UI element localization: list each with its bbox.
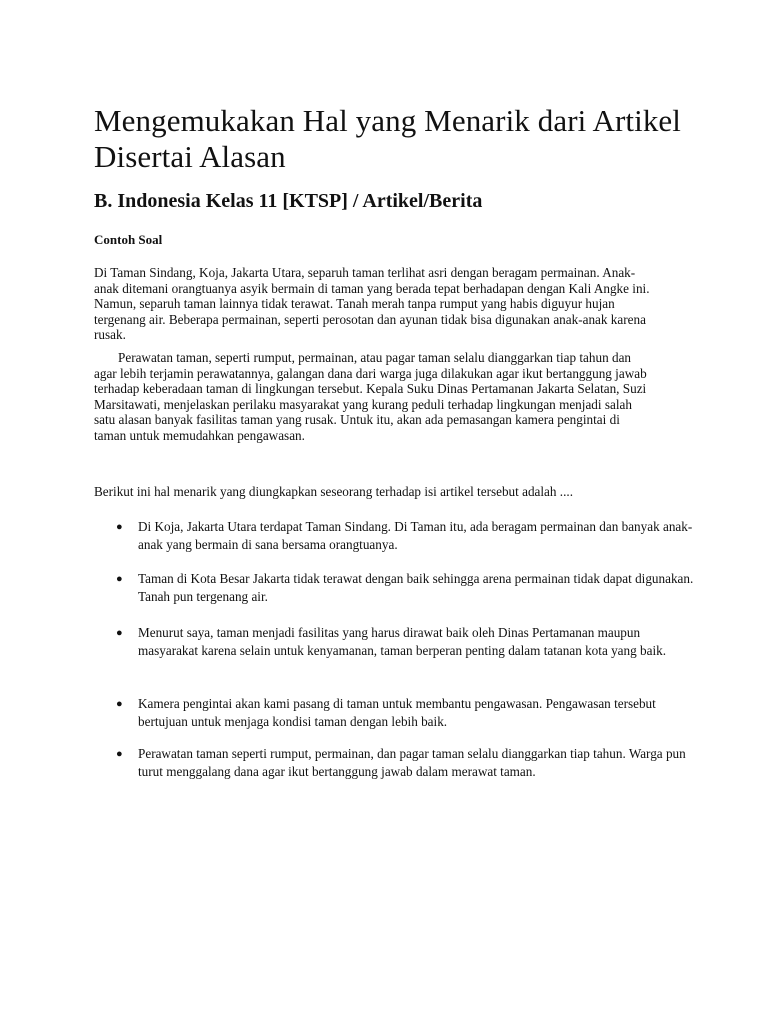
article-paragraph-1: Di Taman Sindang, Koja, Jakarta Utara, separuh taman terlihat asri dengan beragam permainan. Anak-anak ditemani orangtuanya asyik bermain di taman yang berada tepat berhadapan dengan Kali Angke ini. Namun, separuh taman lainnya tidak terawat. Tanah merah tanpa rumput yang habis diguyur hujan tergenang air. Beberapa permainan, seperti perosotan dan ayunan tidak bisa digunakan anak-anak karena rusak. (94, 265, 650, 343)
section-label: Contoh Soal (94, 232, 163, 247)
answer-option-text: Perawatan taman seperti rumput, permainan, dan pagar taman selalu dianggarkan tiap tahun. Warga pun turut menggalang dana agar ikut bertanggung jawab dalam merawat taman. (138, 746, 686, 779)
answer-option-text: Di Koja, Jakarta Utara terdapat Taman Sindang. Di Taman itu, ada beragam permainan dan banyak anak-anak yang bermain di sana bersama orangtuanya. (138, 519, 693, 552)
bullet-icon: ● (116, 627, 123, 639)
article-paragraph-2: Perawatan taman, seperti rumput, permainan, atau pagar taman selalu dianggarkan tiap tahun dan agar lebih terjamin perawatannya, galangan dana dari warga juga dilakukan agar ikut bertanggung jawab terhadap keberadaan taman di lingkungan tersebut. Kepala Suku Dinas Pertamanan Jakarta Selatan, Suzi Marsitawati, menjelaskan perilaku masyarakat yang kurang peduli terhadap lingkungan menjadi salah satu alasan banyak fasilitas taman yang rusak. Untuk itu, akan ada pemasangan kamera pengintai di taman untuk memudahkan pengawasan. (94, 350, 647, 443)
bullet-icon: ● (116, 748, 123, 760)
answer-option-text: Kamera pengintai akan kami pasang di taman untuk membantu pengawasan. Pengawasan tersebut bertujuan untuk menjaga kondisi taman dengan lebih baik. (138, 696, 656, 729)
answer-option-text: Menurut saya, taman menjadi fasilitas yang harus dirawat baik oleh Dinas Pertamanan maupun masyarakat karena selain untuk kenyamanan, taman berperan penting dalam tatanan kota yang baik. (138, 625, 667, 658)
bullet-icon: ● (116, 521, 123, 533)
answer-option (94, 570, 694, 606)
answer-option (94, 745, 694, 781)
bullet-icon: ● (116, 573, 123, 585)
answer-option (94, 518, 694, 554)
answer-option (94, 695, 694, 731)
answer-option (94, 624, 694, 660)
bullet-icon: ● (116, 698, 123, 710)
page-title: Mengemukakan Hal yang Menarik dari Artikel Disertai Alasan (94, 103, 681, 174)
answer-option-text: Taman di Kota Besar Jakarta tidak terawat dengan baik sehingga arena permainan tidak dapat digunakan. Tanah pun tergenang air. (138, 571, 694, 604)
page-subtitle: B. Indonesia Kelas 11 [KTSP] / Artikel/Berita (94, 190, 483, 212)
question-text: Berikut ini hal menarik yang diungkapkan seseorang terhadap isi artikel tersebut adalah .... (94, 484, 573, 499)
